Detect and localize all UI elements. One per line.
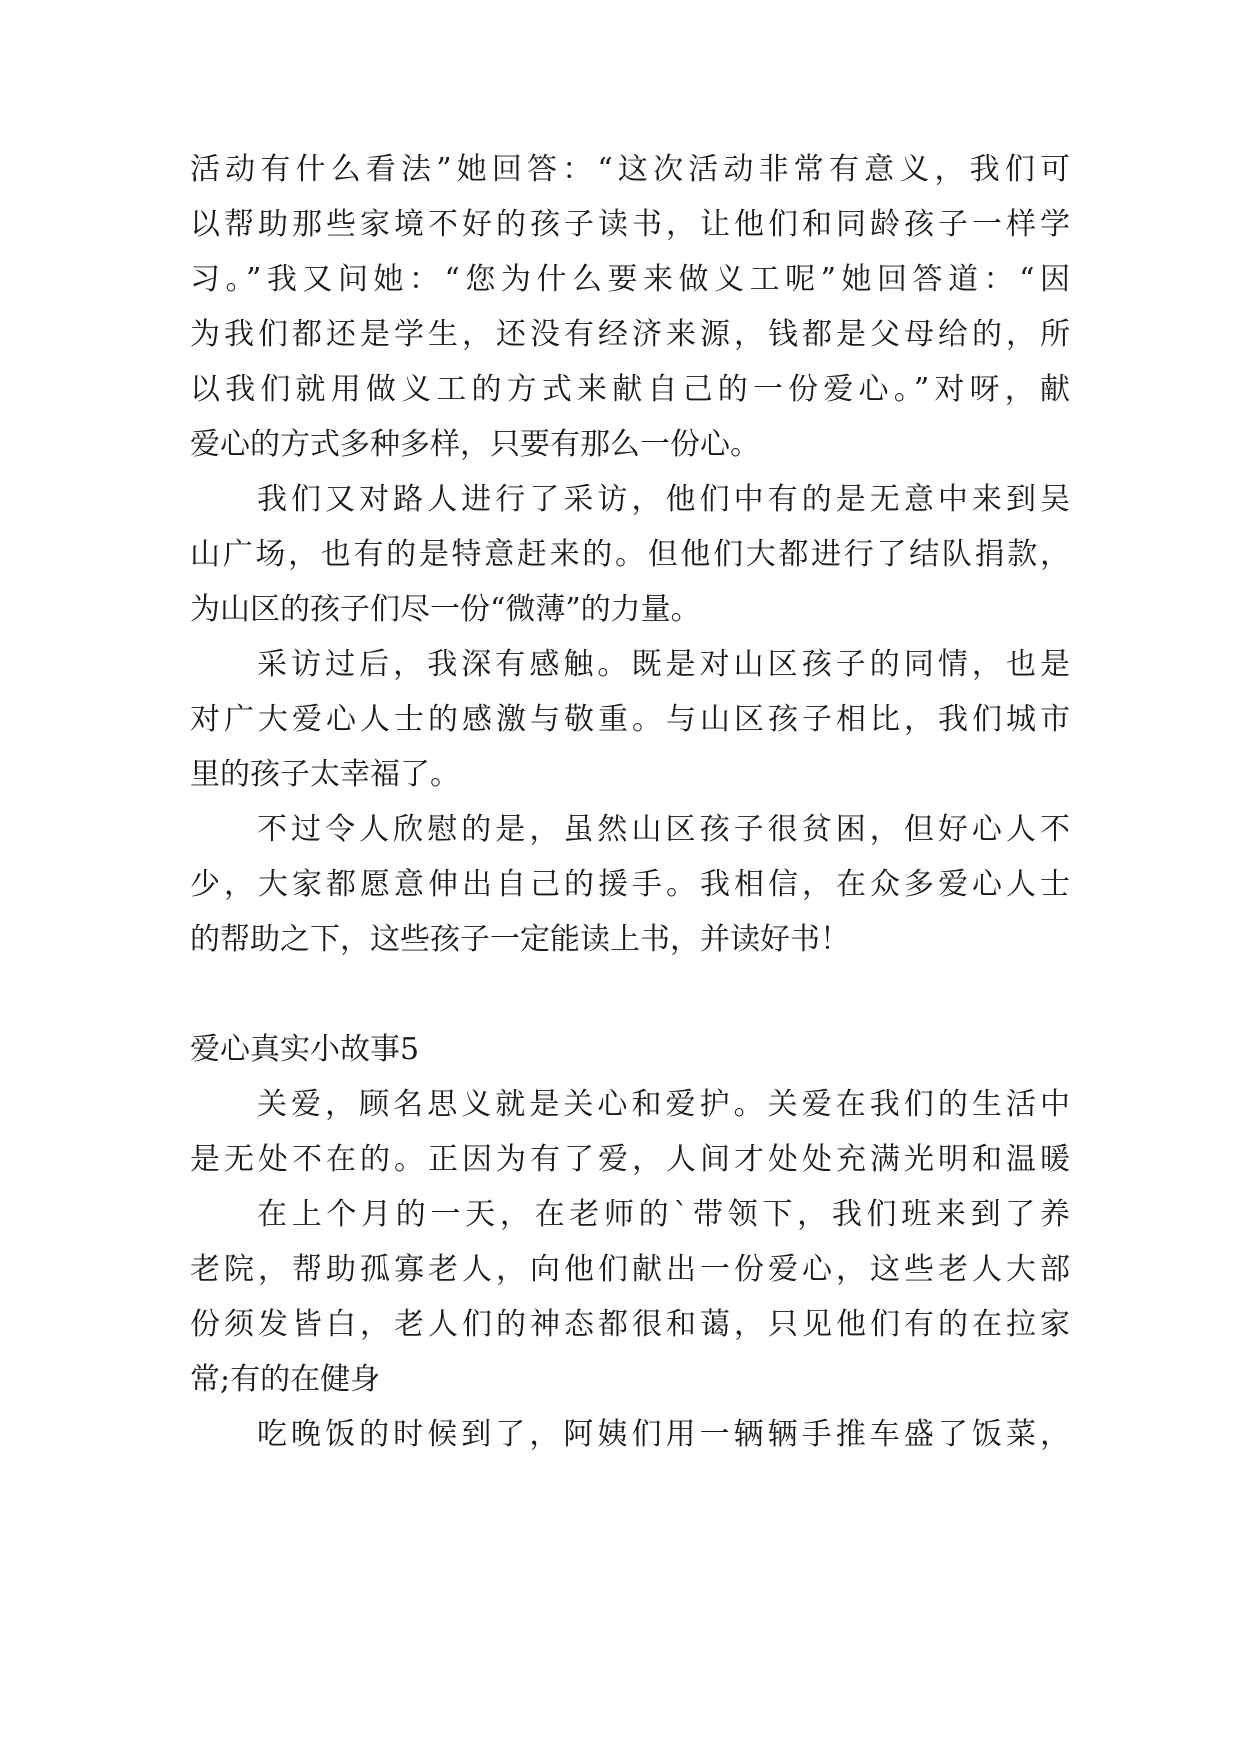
paragraph-line: 对广大爱心人士的感激与敬重。与山区孩子相比，我们城市 bbox=[190, 702, 1070, 737]
paragraph-line: 份须发皆白，老人们的神态都很和蔼，只见他们有的在拉家 bbox=[190, 1307, 1070, 1342]
paragraph-line: 少，大家都愿意伸出自己的援手。我相信，在众多爱心人士 bbox=[190, 867, 1070, 902]
paragraph-line: 关爱，顾名思义就是关心和爱护。关爱在我们的生活中 bbox=[257, 1087, 1070, 1122]
paragraph-line: 习。”我又问她：“您为什么要来做义工呢”她回答道：“因 bbox=[190, 262, 1070, 297]
section-heading: 爱心真实小故事5 bbox=[190, 1032, 420, 1067]
paragraph-line: 常;有的在健身 bbox=[190, 1362, 381, 1397]
paragraph-line: 以我们就用做义工的方式来献自己的一份爱心。”对呀，献 bbox=[190, 372, 1070, 407]
paragraph-line: 山广场，也有的是特意赶来的。但他们大都进行了结队捐款， bbox=[190, 537, 1070, 572]
paragraph-line: 我们又对路人进行了采访，他们中有的是无意中来到吴 bbox=[257, 482, 1070, 517]
paragraph-line: 吃晚饭的时候到了，阿姨们用一辆辆手推车盛了饭菜， bbox=[257, 1417, 1070, 1452]
paragraph-line: 在上个月的一天，在老师的`带领下，我们班来到了养 bbox=[257, 1197, 1070, 1232]
paragraph-line: 爱心的方式多种多样，只要有那么一份心。 bbox=[190, 427, 760, 462]
paragraph-line: 的帮助之下，这些孩子一定能读上书，并读好书！ bbox=[190, 922, 850, 957]
paragraph-line: 为我们都还是学生，还没有经济来源，钱都是父母给的，所 bbox=[190, 317, 1070, 352]
paragraph-line: 为山区的孩子们尽一份“微薄”的力量。 bbox=[190, 592, 701, 627]
paragraph-line: 里的孩子太幸福了。 bbox=[190, 757, 460, 792]
paragraph-line: 是无处不在的。正因为有了爱，人间才处处充满光明和温暖 bbox=[190, 1142, 1070, 1177]
paragraph-line: 采访过后，我深有感触。既是对山区孩子的同情，也是 bbox=[257, 647, 1070, 682]
paragraph-line: 活动有什么看法”她回答：“这次活动非常有意义，我们可 bbox=[190, 152, 1070, 187]
paragraph-line: 老院，帮助孤寡老人，向他们献出一份爱心，这些老人大部 bbox=[190, 1252, 1070, 1287]
paragraph-line: 以帮助那些家境不好的孩子读书，让他们和同龄孩子一样学 bbox=[190, 207, 1070, 242]
paragraph-line: 不过令人欣慰的是，虽然山区孩子很贫困，但好心人不 bbox=[257, 812, 1070, 847]
